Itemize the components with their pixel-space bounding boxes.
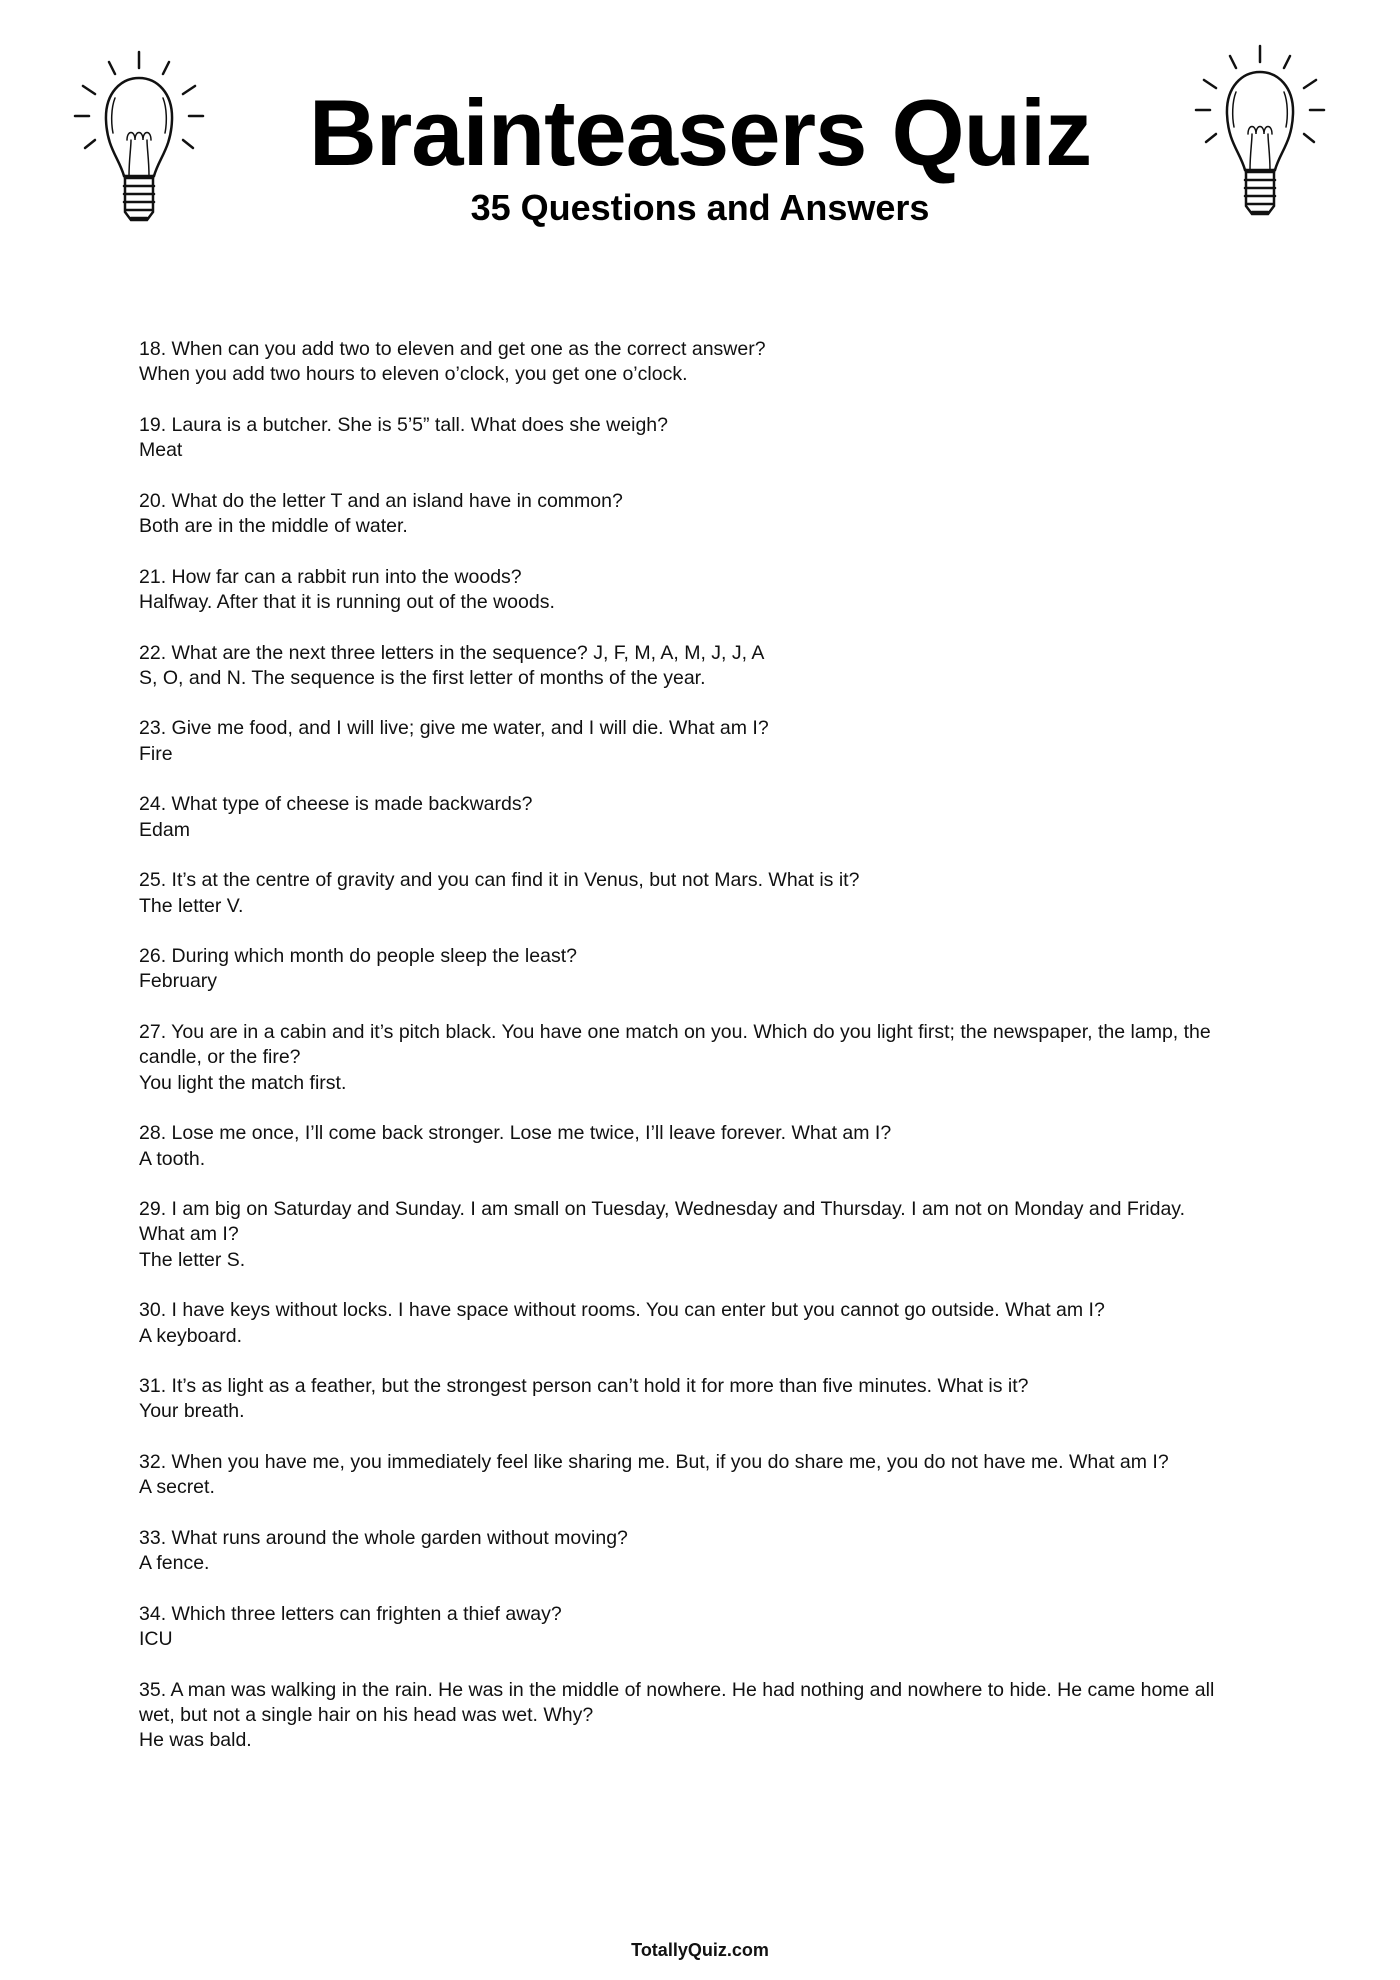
question-item — [139, 413, 1299, 464]
question-item — [139, 489, 1299, 540]
answer-text: Both are in the middle of water. — [139, 515, 408, 538]
answer-text: Fire — [139, 742, 173, 765]
answer-text: The letter S. — [139, 1248, 246, 1271]
question-item — [139, 565, 1299, 616]
question-item — [139, 641, 1299, 692]
question-text: candle, or the fire? — [139, 1046, 301, 1069]
answer-text: February — [139, 970, 218, 993]
question-text: 30. I have keys without locks. I have space without rooms. You can enter but you cannot go outside. What am I? — [139, 1299, 1105, 1322]
answer-text: Meat — [139, 439, 183, 462]
question-text: 23. Give me food, and I will live; give me water, and I will die. What am I? — [139, 717, 769, 740]
answer-text: A fence. — [139, 1552, 210, 1575]
question-item — [139, 1450, 1299, 1501]
question-text: 22. What are the next three letters in the sequence? J, F, M, A, M, J, J, A — [139, 641, 765, 664]
question-text: 32. When you have me, you immediately feel like sharing me. But, if you do share me, you do not have me. What am I? — [139, 1451, 1169, 1474]
question-item — [139, 337, 1299, 388]
question-text: wet, but not a single hair on his head was wet. Why? — [139, 1704, 594, 1727]
answer-text: You light the match first. — [139, 1071, 347, 1094]
question-item — [139, 1602, 1299, 1653]
answer-text: ICU — [139, 1628, 173, 1651]
question-text: What am I? — [139, 1223, 239, 1246]
question-item — [139, 1678, 1299, 1754]
question-text: 26. During which month do people sleep the least? — [139, 945, 577, 968]
question-item — [139, 1121, 1299, 1172]
answer-text: He was bald. — [139, 1729, 252, 1752]
question-text: 27. You are in a cabin and it’s pitch black. You have one match on you. Which do you light first; the newspaper, the lamp, the — [139, 1021, 1211, 1044]
footer-site-name: TotallyQuiz.com — [631, 1940, 769, 1960]
answer-text: A keyboard. — [139, 1324, 242, 1347]
question-text: 25. It’s at the centre of gravity and you can find it in Venus, but not Mars. What is it? — [139, 869, 860, 892]
question-text: 24. What type of cheese is made backwards? — [139, 793, 533, 816]
question-text: 33. What runs around the whole garden without moving? — [139, 1526, 628, 1549]
question-text: 19. Laura is a butcher. She is 5’5” tall. What does she weigh? — [139, 413, 668, 436]
question-text: 35. A man was walking in the rain. He was in the middle of nowhere. He had nothing and nowhere to hide. He came home all — [139, 1678, 1215, 1701]
question-text: 18. When can you add two to eleven and get one as the correct answer? — [139, 338, 766, 360]
answer-text: Edam — [139, 818, 190, 841]
question-text: 20. What do the letter T and an island have in common? — [139, 489, 623, 512]
answer-text: When you add two hours to eleven o’clock, you get one o’clock. — [139, 363, 688, 386]
question-item — [139, 1374, 1299, 1425]
question-item — [139, 716, 1299, 767]
question-text: 31. It’s as light as a feather, but the strongest person can’t hold it for more than five minutes. What is it? — [139, 1375, 1029, 1398]
answer-text: A secret. — [139, 1476, 215, 1499]
answer-text: S, O, and N. The sequence is the first letter of months of the year. — [139, 666, 706, 689]
question-text: 34. Which three letters can frighten a thief away? — [139, 1602, 562, 1625]
question-item — [139, 1526, 1299, 1577]
question-text: 29. I am big on Saturday and Sunday. I am small on Tuesday, Wednesday and Thursday. I am not on Monday and Friday. — [139, 1198, 1186, 1221]
question-item — [139, 868, 1299, 919]
question-item — [139, 792, 1299, 843]
answer-text: Halfway. After that it is running out of the woods. — [139, 590, 555, 613]
question-list — [139, 337, 1299, 1779]
page-subtitle: 35 Questions and Answers — [470, 187, 930, 228]
page-title: Brainteasers Quiz — [308, 80, 1092, 185]
answer-text: Your breath. — [139, 1400, 245, 1423]
question-text: 28. Lose me once, I’ll come back stronger. Lose me twice, I’ll leave forever. What am I? — [139, 1122, 892, 1145]
question-item — [139, 1298, 1299, 1349]
question-item — [139, 1197, 1299, 1273]
question-item — [139, 1020, 1299, 1096]
question-text: 21. How far can a rabbit run into the woods? — [139, 565, 522, 588]
question-item — [139, 944, 1299, 995]
answer-text: A tooth. — [139, 1147, 206, 1170]
answer-text: The letter V. — [139, 894, 244, 917]
